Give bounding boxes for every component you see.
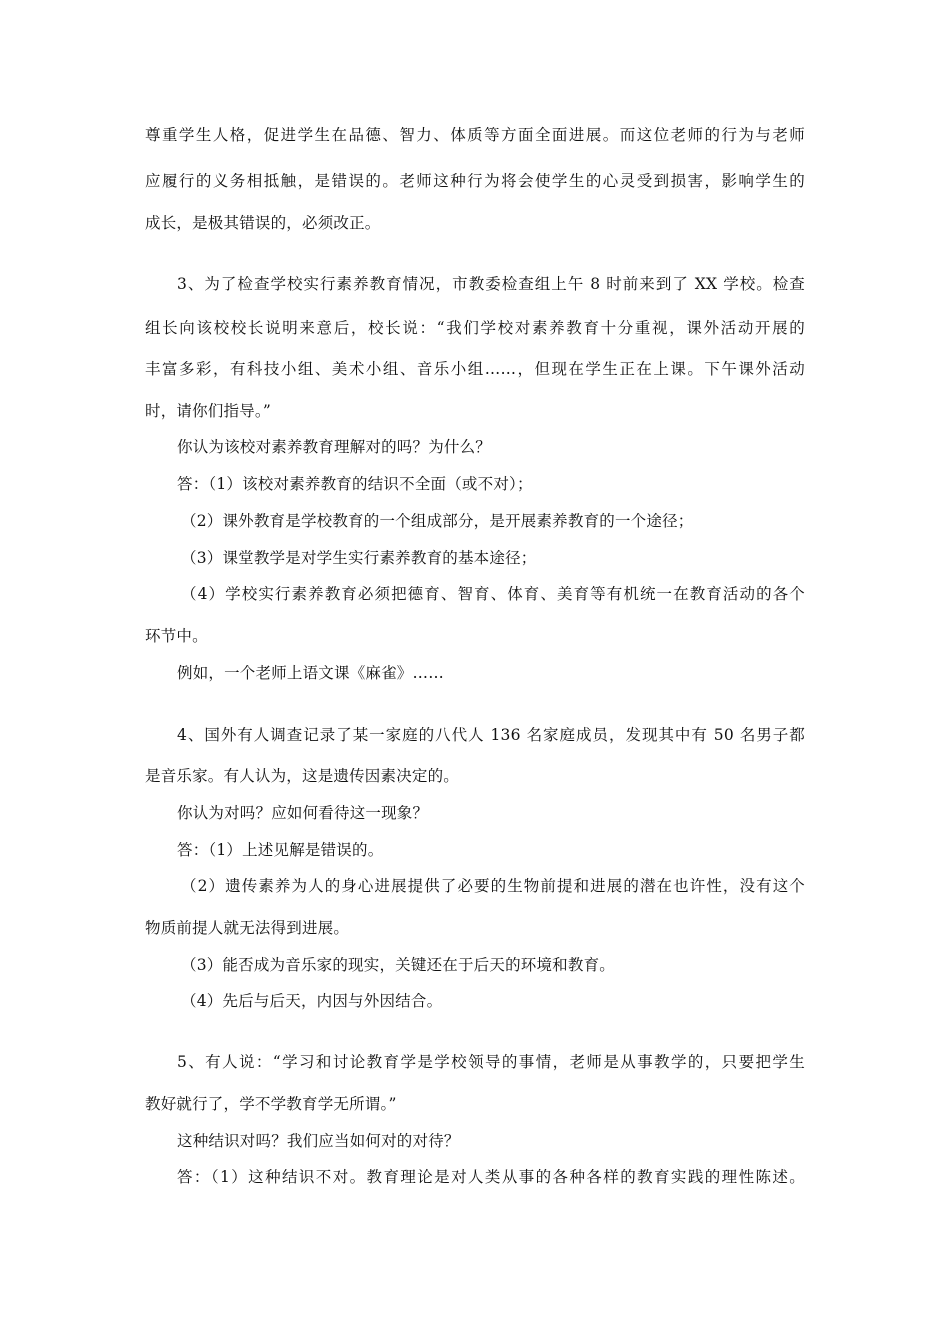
text-line: 应履行的义务相抵触，是错误的。老师这种行为将会使学生的心灵受到损害，影响学生的 bbox=[145, 172, 805, 190]
question-4-line: 是音乐家。有人认为，这是遗传因素决定的。 bbox=[145, 767, 460, 785]
text-line: 成长，是极其错误的，必须改正。 bbox=[145, 214, 381, 232]
example-line: 例如，一个老师上语文课《麻雀》…… bbox=[177, 664, 444, 682]
question-5-line: 教好就行了，学不学教育学无所谓。” bbox=[145, 1095, 397, 1113]
answer-line: 答：（1）这种结识不对。教育理论是对人类从事的各种各样的教育实践的理性陈述。 bbox=[177, 1168, 805, 1186]
answer-line: 环节中。 bbox=[145, 627, 208, 645]
answer-line: （3）能否成为音乐家的现实，关键还在于后天的环境和教育。 bbox=[181, 956, 615, 974]
answer-line: （2）课外教育是学校教育的一个组成部分，是开展素养教育的一个途径； bbox=[181, 512, 694, 530]
answer-line: （2）遗传素养为人的身心进展提供了必要的生物前提和进展的潜在也许性，没有这个 bbox=[181, 877, 805, 895]
answer-line: 答：（1）上述见解是错误的。 bbox=[177, 841, 384, 859]
question-3-line: 组长向该校校长说明来意后，校长说：“我们学校对素养教育十分重视，课外活动开展的 bbox=[145, 319, 805, 337]
text-line: 尊重学生人格，促进学生在品德、智力、体质等方面全面进展。而这位老师的行为与老师 bbox=[145, 126, 805, 144]
question-5-line: 5、有人说：“学习和讨论教育学是学校领导的事情，老师是从事教学的，只要把学生 bbox=[177, 1053, 805, 1071]
question-3-line: 时，请你们指导。” bbox=[145, 402, 271, 420]
question-4-prompt: 你认为对吗？应如何看待这一现象？ bbox=[177, 804, 429, 822]
answer-line: （4）学校实行素养教育必须把德育、智育、体育、美育等有机统一在教育活动的各个 bbox=[181, 585, 805, 603]
question-5-prompt: 这种结识对吗？我们应当如何对的对待？ bbox=[177, 1132, 460, 1150]
question-4-line: 4、国外有人调查记录了某一家庭的八代人 136 名家庭成员，发现其中有 50 名男子都 bbox=[177, 726, 805, 744]
question-3-prompt: 你认为该校对素养教育理解对的吗？为什么？ bbox=[177, 438, 492, 456]
answer-line: 答：（1）该校对素养教育的结识不全面（或不对）； bbox=[177, 475, 533, 493]
answer-line: （4）先后与后天，内因与外因结合。 bbox=[181, 992, 443, 1010]
question-3-line: 丰富多彩，有科技小组、美术小组、音乐小组……，但现在学生正在上课。下午课外活动 bbox=[145, 360, 805, 378]
answer-line: 物质前提人就无法得到进展。 bbox=[145, 919, 350, 937]
question-3-line: 3、为了检查学校实行素养教育情况，市教委检查组上午 8 时前来到了 XX 学校。检查 bbox=[177, 275, 805, 293]
answer-line: （3）课堂教学是对学生实行素养教育的基本途径； bbox=[181, 549, 537, 567]
